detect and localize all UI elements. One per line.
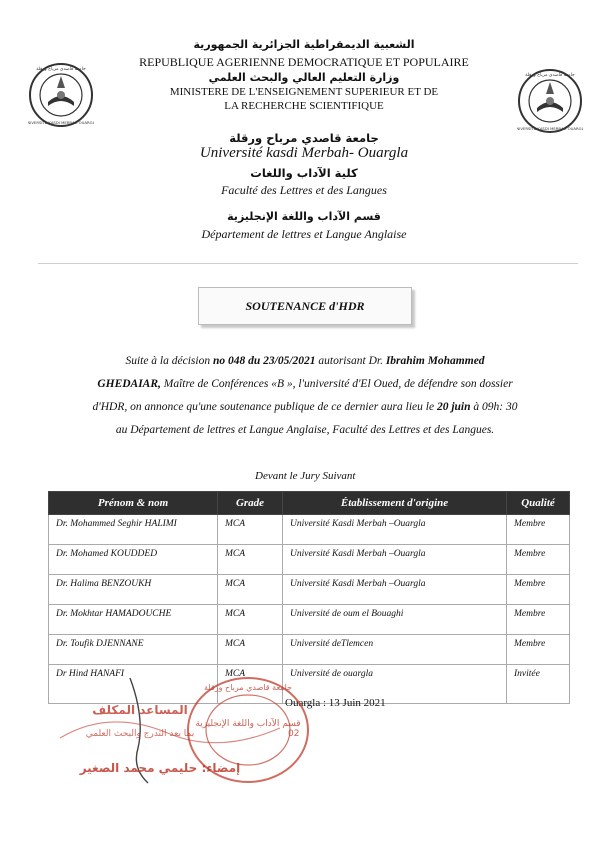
- logo-text: UNIVERSITE KASDI MERBAH OUARGLA: [28, 120, 94, 125]
- jury-institution: Université Kasdi Merbah –Ouargla: [283, 515, 507, 545]
- official-stamp: [20, 668, 320, 798]
- table-row: [49, 515, 570, 545]
- header-fr-department: Département de lettres et Langue Anglaise: [201, 227, 407, 241]
- jury-institution: Université de oum el Bouaghi: [283, 605, 507, 635]
- jury-role: Membre: [507, 605, 570, 635]
- jury-role: Invitée: [507, 665, 570, 704]
- header-ar-republic: الشعبية الديمقراطية الجزائرية الجمهورية: [193, 38, 415, 51]
- jury-heading: Devant le Jury Suivant: [255, 470, 356, 482]
- jury-name: Dr. Halima BENZOUKH: [49, 575, 218, 605]
- announcement-text: autorisant: [318, 355, 366, 367]
- jury-grade: MCA: [218, 515, 283, 545]
- header-fr-ministry-2: LA RECHERCHE SCIENTIFIQUE: [224, 100, 384, 112]
- header-fr-republic: REPUBLIQUE AGERIENNE DEMOCRATIQUE ET POPULAIRE: [139, 55, 469, 69]
- jury-role: Membre: [507, 515, 570, 545]
- table-row: [49, 545, 570, 575]
- stamp-department: قسم الآداب واللغة الإنجليزية: [195, 719, 301, 729]
- table-header-row: [49, 492, 570, 515]
- defense-date: 20 juin: [436, 401, 471, 413]
- jury-institution: Université Kasdi Merbah –Ouargla: [283, 575, 507, 605]
- jury-grade: MCA: [218, 575, 283, 605]
- jury-institution: Université deTlemcen: [283, 635, 507, 665]
- jury-name: Dr. Mokhtar HAMADOUCHE: [49, 605, 218, 635]
- table-row: [49, 605, 570, 635]
- candidate-name: Ibrahim Mohammed: [385, 355, 485, 367]
- announcement-text: Dr.: [368, 355, 383, 367]
- table-row: [49, 575, 570, 605]
- jury-institution: Université de ouargla: [283, 665, 507, 704]
- jury-role: Membre: [507, 635, 570, 665]
- header-fr-ministry-1: MINISTERE DE L'ENSEIGNEMENT SUPERIEUR ET DE: [169, 86, 439, 98]
- header-ar-department: قسم الآداب واللغة الإنجليزية: [227, 210, 381, 223]
- announcement-line-2: [40, 373, 570, 396]
- signature-subtitle: بما بعد التدرج والبحث العلمي: [85, 729, 195, 739]
- announcement-line-4: [40, 419, 570, 442]
- jury-name: Dr. Mohamed KOUDDED: [49, 545, 218, 575]
- jury-grade: MCA: [218, 605, 283, 635]
- jury-grade: MCA: [218, 665, 283, 704]
- logo-arabic-text: جامعة قاصدي مرباح ورقلة: [36, 67, 86, 72]
- table-row: [49, 635, 570, 665]
- page-title: SOUTENANCE d'HDR: [245, 299, 365, 313]
- jury-role: Membre: [507, 545, 570, 575]
- header-role: Qualité: [507, 492, 570, 515]
- header-fr-faculty: Faculté des Lettres et des Langues: [221, 183, 387, 197]
- announcement-line-3: [40, 396, 570, 419]
- jury-name: Dr. Mohammed Seghir HALIMI: [49, 515, 218, 545]
- candidate-surname: GHEDAIAR,: [97, 378, 161, 390]
- jury-grade: MCA: [218, 545, 283, 575]
- decision-number: no 048 du 23/05/2021: [212, 355, 316, 367]
- header-fr-university: Université kasdi Merbah- Ouargla: [199, 145, 409, 161]
- stamp-university: جامعة قاصدي مرباح ورقلة: [204, 683, 292, 692]
- date-line: Ouargla : 13 Juin 2021: [285, 697, 386, 709]
- announcement-text: Suite à la décision: [125, 355, 211, 367]
- logo-text: UNIVERSITE KASDI MERBAH OUARGLA: [517, 126, 583, 131]
- jury-role: Membre: [507, 575, 570, 605]
- announcement-text: d'HDR, on annonce qu'une soutenance publique de ce dernier aura lieu le: [92, 401, 435, 413]
- jury-name: Dr Hind HANAFI: [49, 665, 218, 704]
- logo-arabic-text: جامعة قاصدي مرباح ورقلة: [525, 73, 575, 78]
- jury-name: Dr. Toufik DJENNANE: [49, 635, 218, 665]
- signature-title: المساعد المكلف: [92, 703, 188, 717]
- announcement-text: Maître de Conférences «B », l'université d'El Oued, de défendre son dossier: [163, 378, 513, 390]
- header-grade: Grade: [218, 492, 283, 515]
- header-ar-faculty: كلية الآداب واللغات: [250, 166, 358, 180]
- announcement-text: au Département de lettres et Langue Anglaise, Faculté des Lettres et des Langues.: [115, 424, 495, 436]
- announcement-line-1: [40, 350, 570, 373]
- stamp-number: 02: [288, 729, 300, 739]
- jury-grade: MCA: [218, 635, 283, 665]
- signature-name: إمضاء: حليمي محمد الصغير: [79, 761, 241, 775]
- header-name: Prénom & nom: [49, 492, 218, 515]
- header-ar-university: جامعة قاصدي مرباح ورقلة: [229, 131, 379, 145]
- title-box: [198, 287, 412, 325]
- jury-institution: Université Kasdi Merbah –Ouargla: [283, 545, 507, 575]
- defense-time: à 09h: 30: [473, 401, 518, 413]
- header-ar-ministry: وزارة التعليم العالي والبحث العلمي: [208, 71, 400, 84]
- header-divider: [38, 263, 578, 264]
- header-institution: Établissement d'origine: [283, 492, 507, 515]
- announcement-paragraph: [40, 350, 570, 442]
